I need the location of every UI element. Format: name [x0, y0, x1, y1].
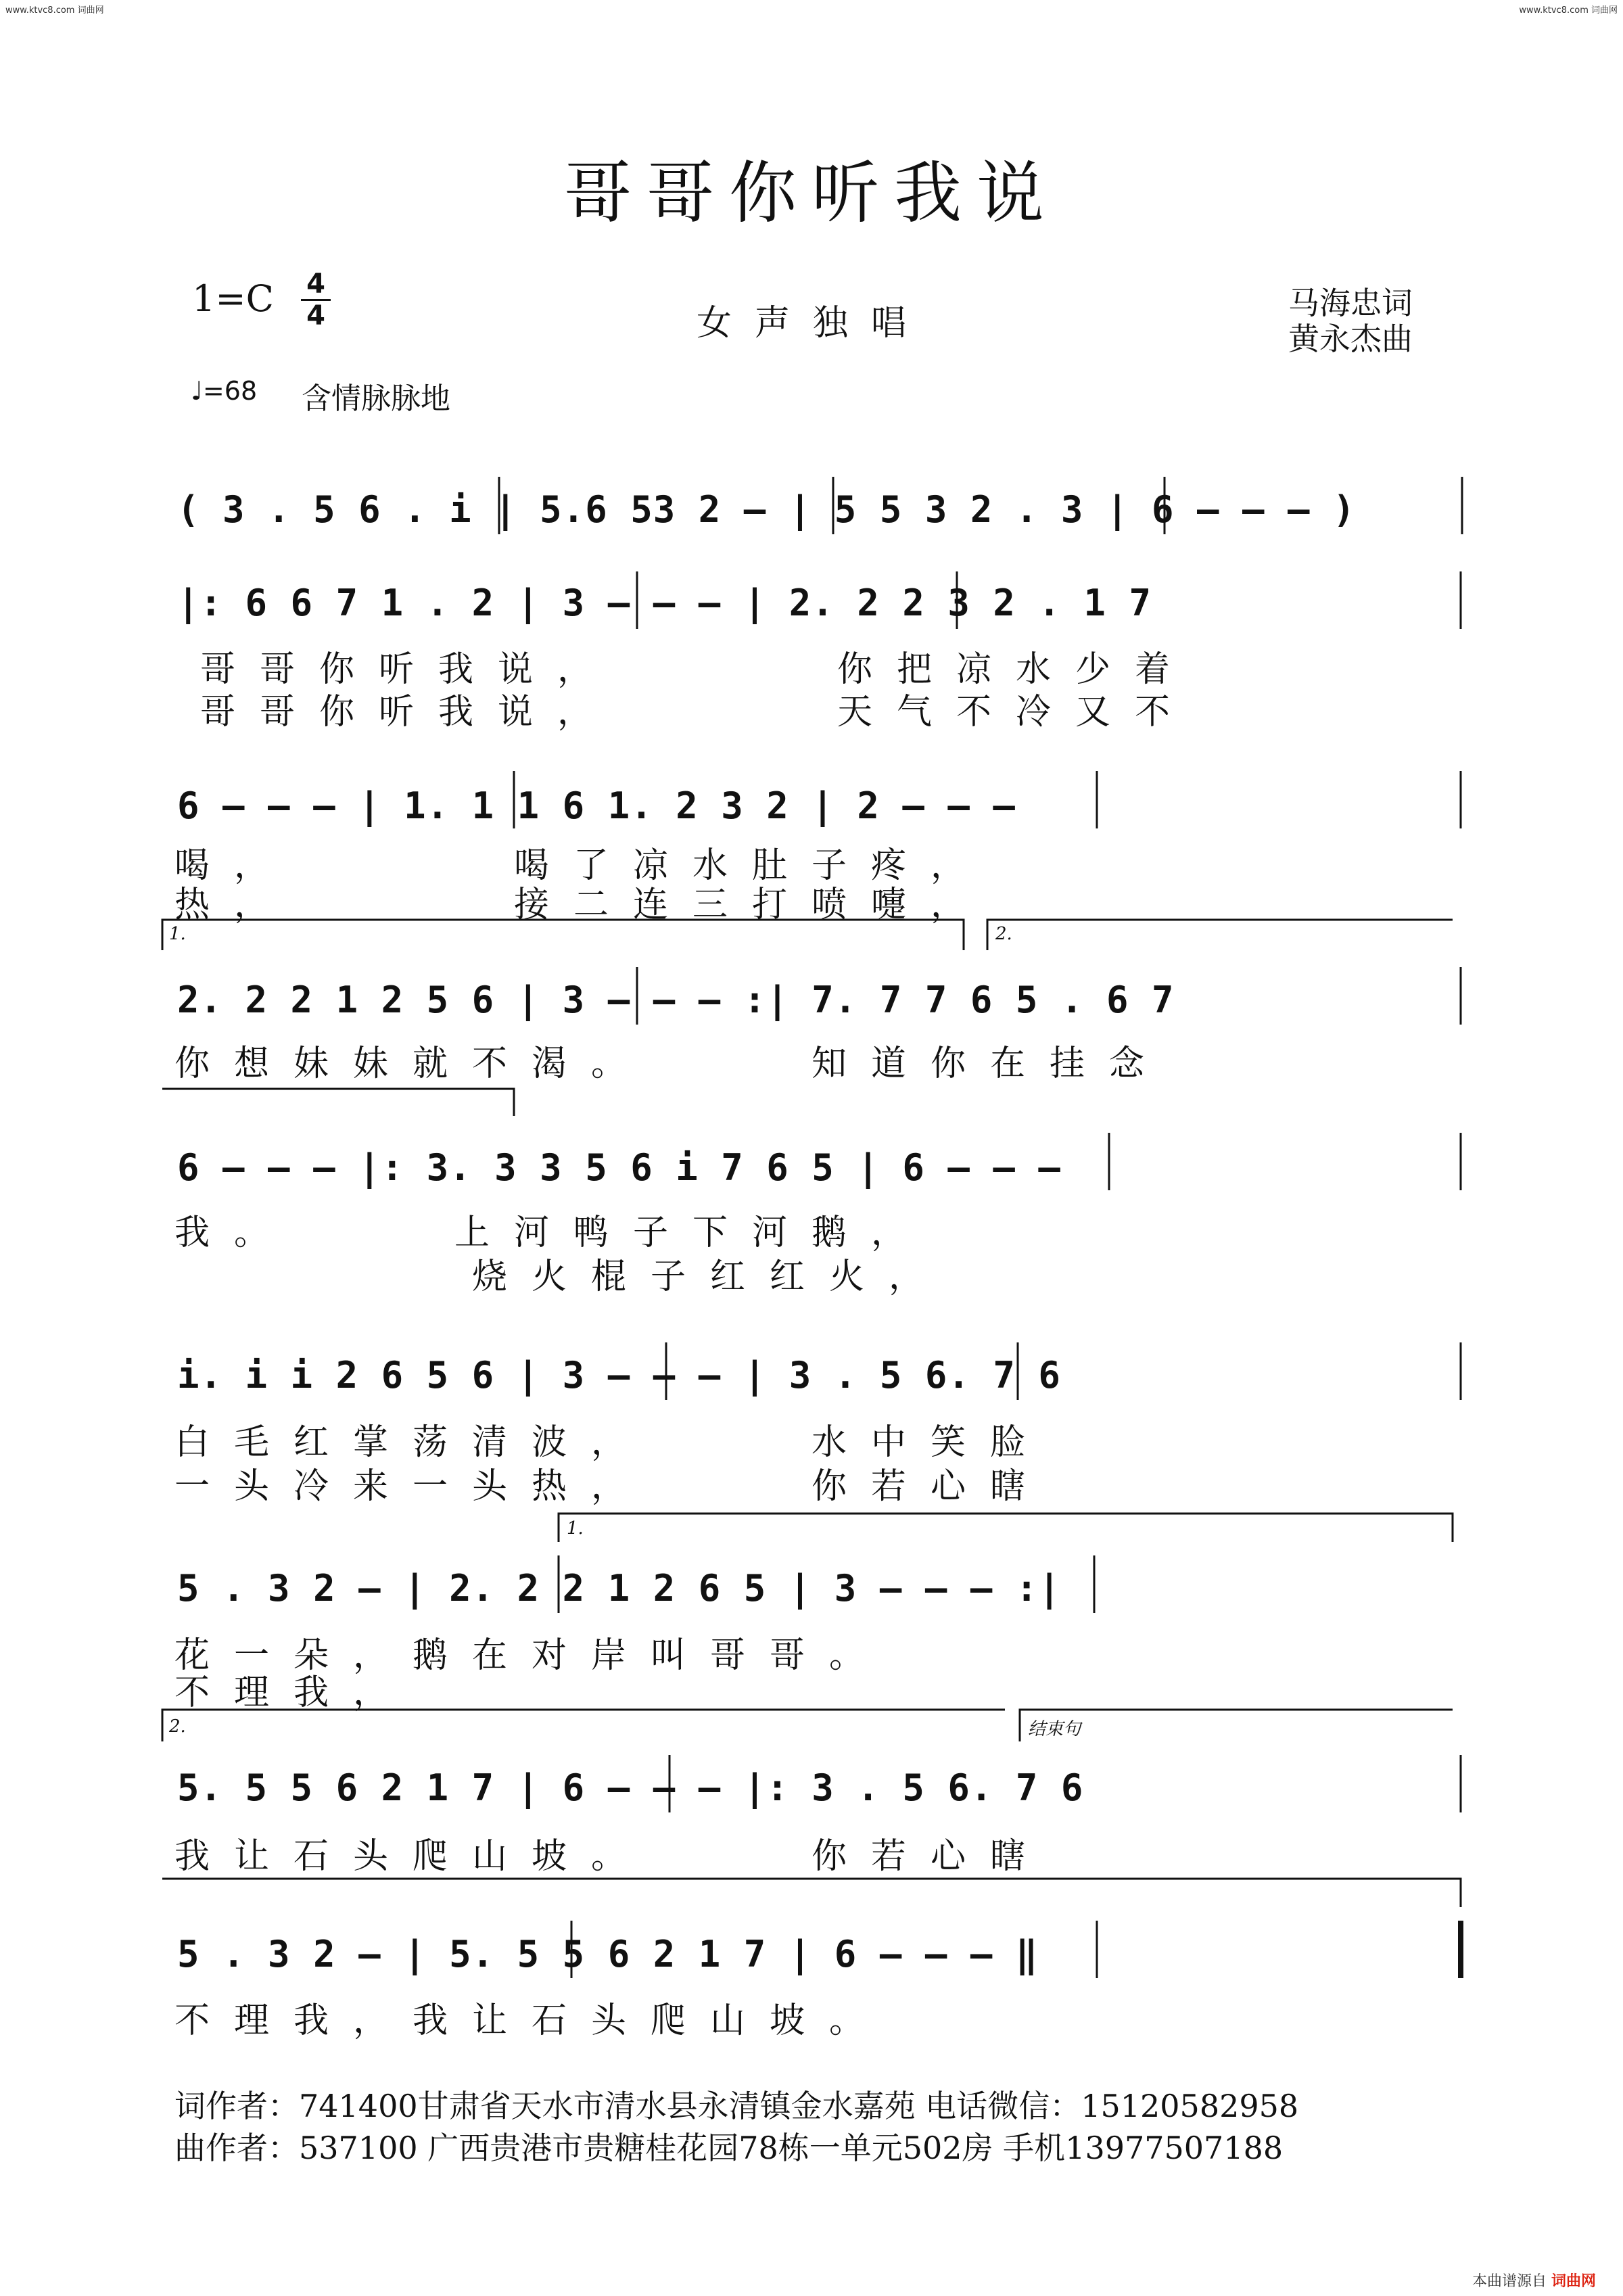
lyricist-credit: 马海忠词: [1288, 285, 1413, 321]
expression-marking: 含情脉脉地: [302, 381, 450, 416]
composer-contact-info: 曲作者：537100 广西贵港市贵糖桂花园78栋一单元502房 手机13977507188: [174, 2130, 1284, 2166]
score-row-7-notes: 5 . 3 2 – | 2. 2 2 1 2 6 5 | 3 – – – :|: [177, 1567, 1061, 1610]
score-row-2-lyric-2: 哥哥你听我说， 天气不冷又不: [200, 692, 1195, 732]
time-signature-top: 4: [306, 268, 325, 300]
score-row-6-lyric-1: 白毛红掌荡清波， 水中笑脸: [174, 1422, 1050, 1463]
lyricist-contact-info: 词作者：741400甘肃省天水市清水县永清镇金水嘉苑 电话微信：15120582958: [174, 2088, 1299, 2124]
ending-phrase-label: 结束句: [1028, 1719, 1081, 1739]
source-footer-brand[interactable]: 词曲网: [1551, 2273, 1596, 2290]
score-row-5-lyric-1: 我。 上河鸭子下河鹅，: [174, 1213, 931, 1253]
volta-second-bracket-2: [162, 1710, 1005, 1741]
volta-first-label: 1.: [169, 924, 186, 944]
volta-second-close: [162, 1089, 514, 1116]
volta-first-bracket-2: [559, 1514, 1453, 1542]
score-row-9-notes: 5 . 3 2 – | 5. 5 5 6 2 1 7 | 6 – – – ‖: [177, 1933, 1039, 1975]
tempo-marking: ♩=68: [191, 376, 258, 406]
composer-credit: 黄永杰曲: [1288, 321, 1413, 357]
performance-type: 女声独唱: [697, 303, 930, 344]
score-row-4-lyric-1: 你想妹妹就不渴。 知道你在挂念: [174, 1044, 1169, 1084]
song-title: 哥哥你听我说: [564, 154, 1059, 233]
key-signature: 1=C: [192, 277, 274, 320]
score-row-2-notes: |: 6 6 7 1 . 2 | 3 – – – | 2. 2 2 3 2 . 1 7: [177, 582, 1152, 624]
score-row-4-notes: 2. 2 2 1 2 5 6 | 3 – – – :| 7. 7 7 6 5 . 6 7: [177, 979, 1175, 1021]
score-row-2-lyric-1: 哥哥你听我说， 你把凉水少着: [200, 649, 1195, 690]
score-row-8-lyric-1: 我让石头爬山坡。 你若心瞎: [174, 1836, 1050, 1877]
site-watermark-left: www.ktvc8.com 词曲网: [5, 5, 104, 16]
ending-bracket-close: [162, 1879, 1461, 1907]
ending-bracket: [1020, 1710, 1453, 1741]
volta-first-label-2: 1.: [567, 1518, 584, 1539]
score-row-6-lyric-2: 一头冷来一头热， 你若心瞎: [174, 1466, 1050, 1507]
volta-second-label-2: 2.: [169, 1716, 186, 1737]
source-footer-text: 本曲谱源自: [1472, 2273, 1547, 2290]
score-row-3-notes: 6 – – – | 1. 1 1 6 1. 2 3 2 | 2 – – –: [177, 784, 1016, 827]
score-row-7-lyric-2: 不理我，: [174, 1672, 413, 1713]
score-row-8-notes: 5. 5 5 6 2 1 7 | 6 – – – |: 3 . 5 6. 7 6: [177, 1766, 1084, 1809]
score-row-1-notes: ( 3 . 5 6 . i | 5.6 53 2 – | 5 5 3 2 . 3 | 6 – – – ): [177, 488, 1356, 531]
score-row-6-notes: i. i i 2 6 5 6 | 3 – – – | 3 . 5 6. 7 6: [177, 1354, 1061, 1397]
volta-first-bracket: [162, 920, 964, 950]
score-row-3-lyric-2: 热， 接二连三打喷嚏，: [174, 885, 991, 925]
score-row-7-lyric-1: 花一朵，鹅在对岸叫哥哥。: [174, 1635, 889, 1676]
score-row-5-lyric-2: 烧火棍子红红火，: [174, 1257, 949, 1297]
site-watermark-right: www.ktvc8.com 词曲网: [1519, 5, 1618, 16]
time-signature-bottom: 4: [306, 300, 325, 331]
volta-second-label: 2.: [995, 924, 1012, 944]
score-row-5-notes: 6 – – – |: 3. 3 3 5 6 i 7 6 5 | 6 – – –: [177, 1146, 1061, 1189]
volta-second-bracket: [987, 920, 1453, 950]
score-row-9-lyric-1: 不理我，我让石头爬山坡。: [174, 2000, 889, 2041]
score-row-3-lyric-1: 喝， 喝了凉水肚子疼，: [174, 845, 991, 886]
